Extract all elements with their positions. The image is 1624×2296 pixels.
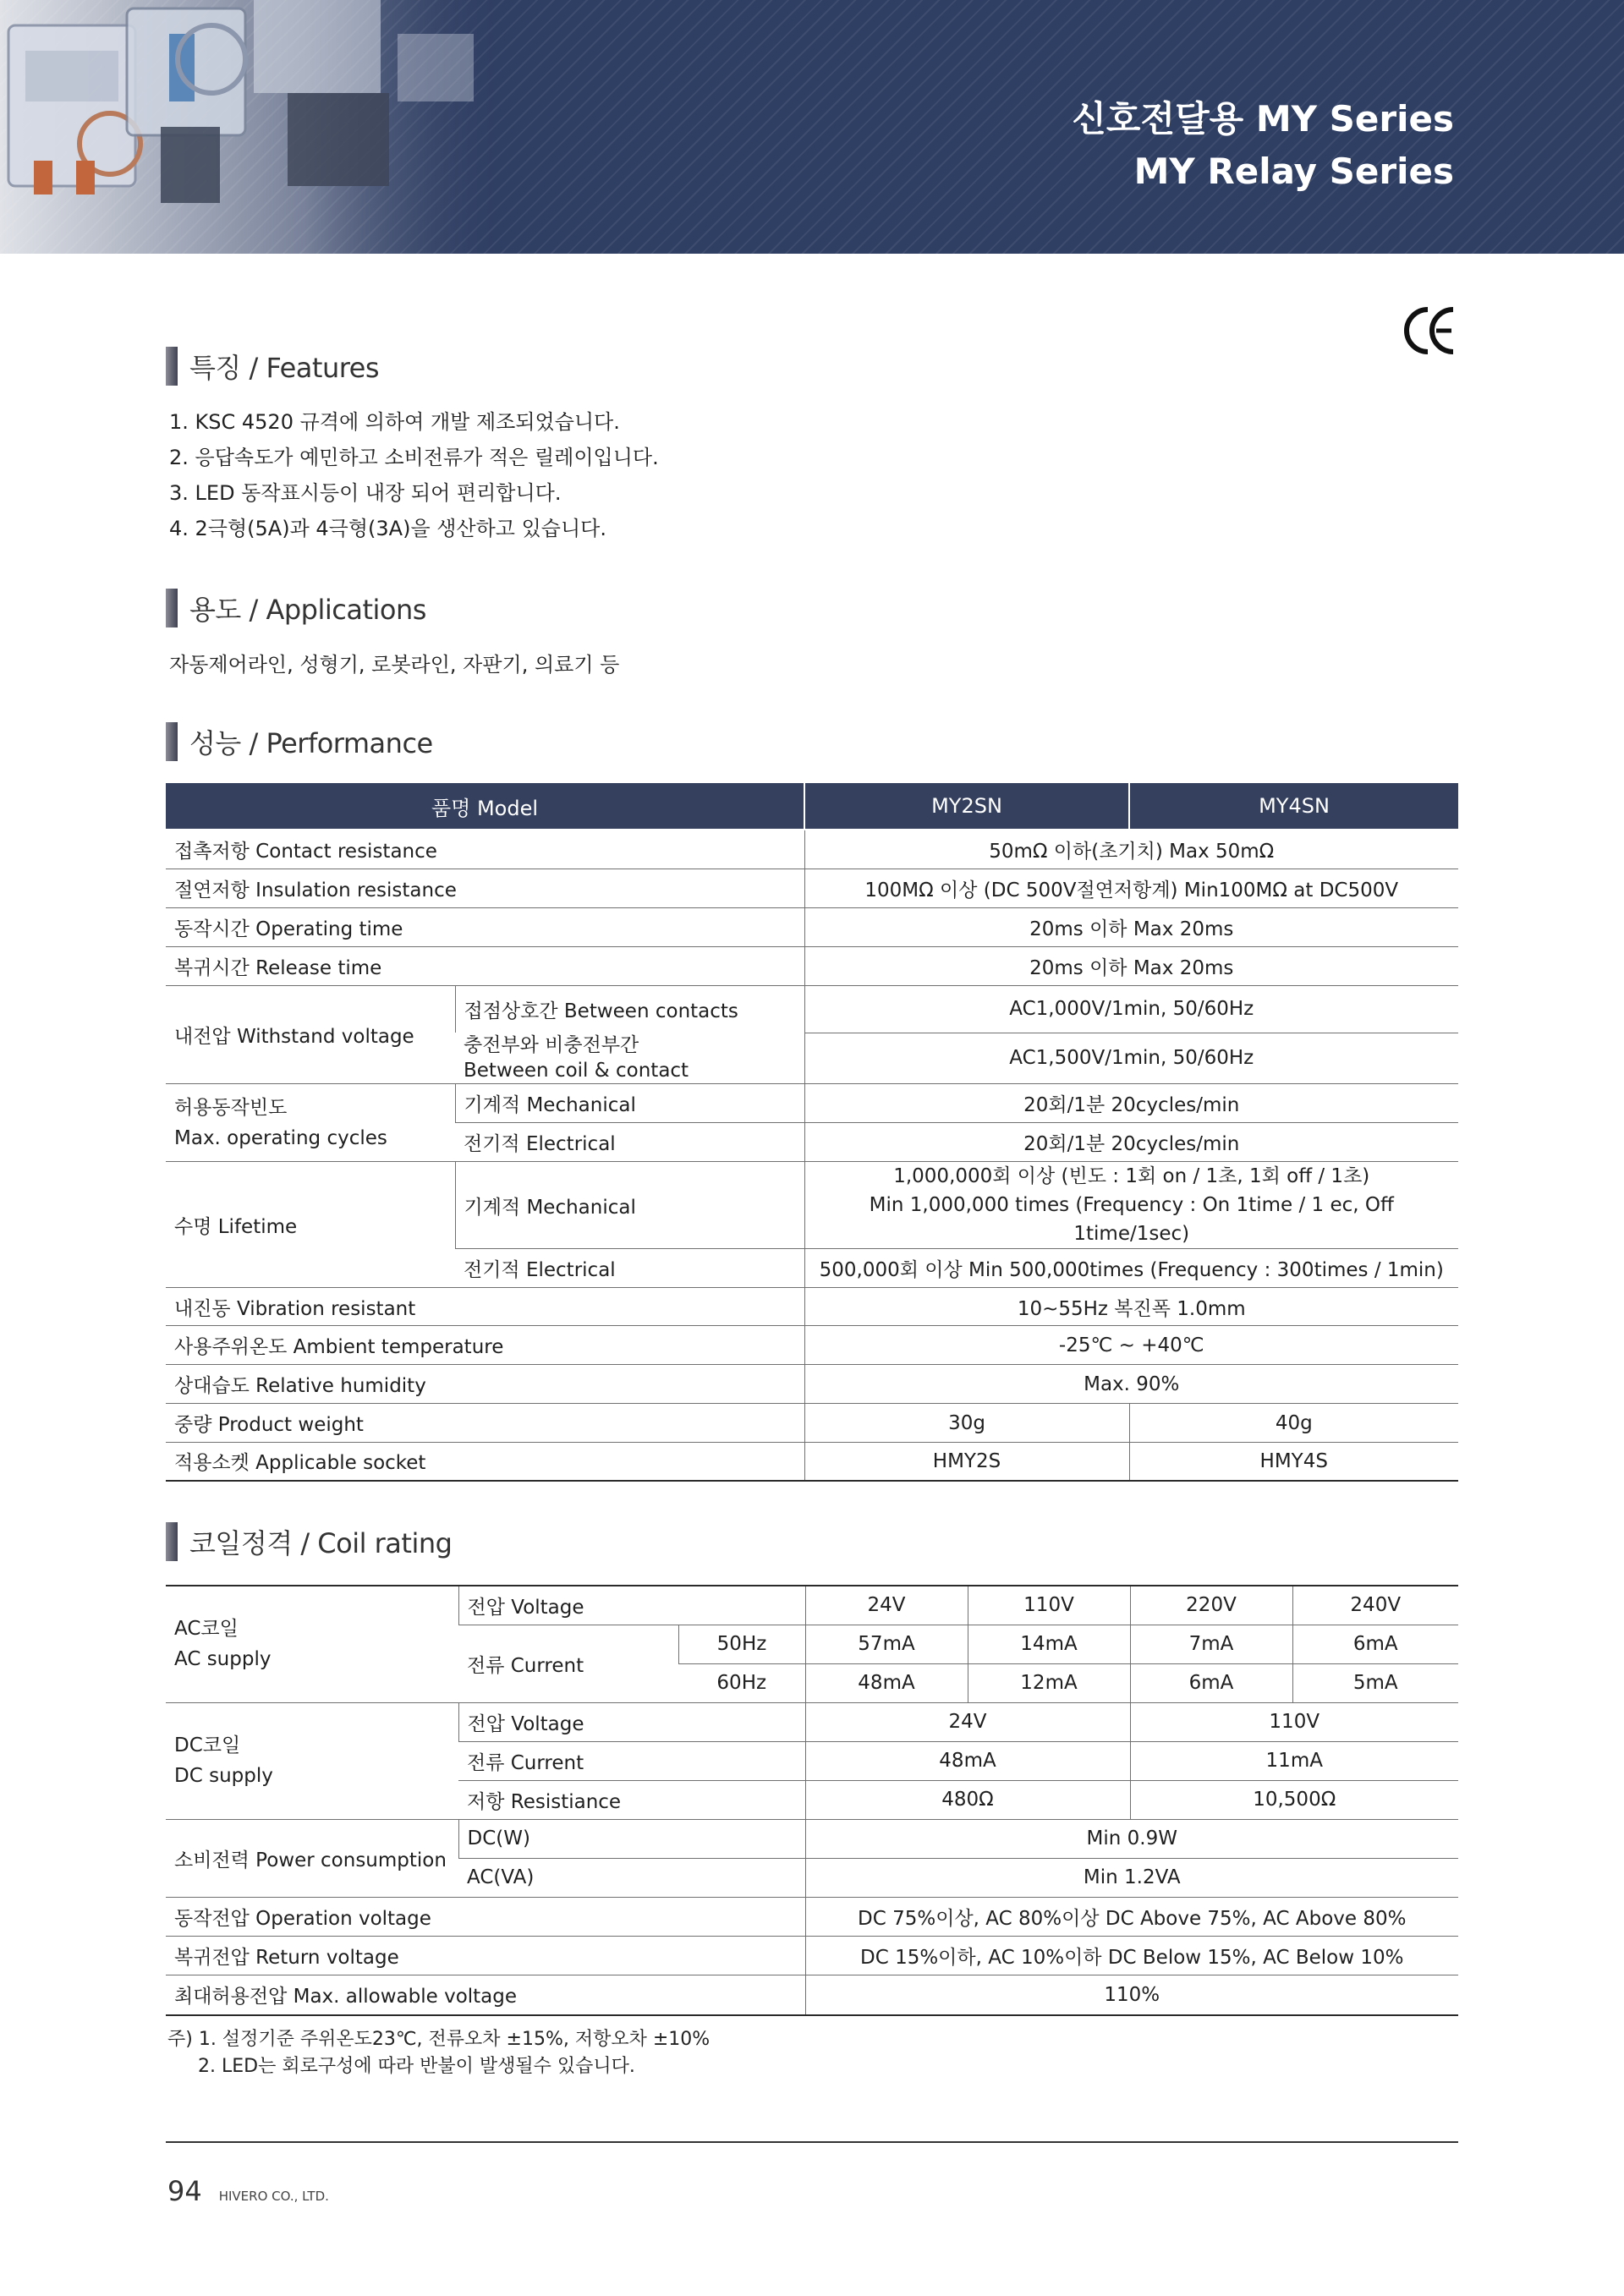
lifetime-mechanical-value <box>804 1162 1458 1249</box>
operation-voltage-label: 동작전압 Operation voltage <box>166 1897 805 1936</box>
ac-voltage-value: 220V <box>1130 1586 1292 1625</box>
notes <box>167 2026 710 2080</box>
coil-rating-heading <box>166 1522 452 1561</box>
operating-cycles-label <box>166 1084 455 1162</box>
socket-label: 적용소켓 Applicable socket <box>166 1443 804 1481</box>
dc-current-label: 전류 Current <box>458 1741 805 1780</box>
ambient-temperature-label: 사용주위온도 Ambient temperature <box>166 1326 804 1365</box>
vibration-value: 10~55Hz 복진폭 1.0mm <box>804 1288 1458 1326</box>
table-row <box>166 1443 1458 1481</box>
table-row <box>166 869 1458 907</box>
between-contacts-label: 접점상호간 Between contacts <box>455 985 804 1033</box>
table-row <box>166 1084 1458 1123</box>
ac-current-50hz-value: 14mA <box>968 1625 1130 1663</box>
insulation-resistance-value: 100MΩ 이상 (DC 500V절연저항계) Min100MΩ at DC500V <box>804 869 1458 907</box>
contact-resistance-label: 접촉저항 Contact resistance <box>166 830 804 869</box>
table-row <box>166 1365 1458 1404</box>
ac-voltage-value: 110V <box>968 1586 1130 1625</box>
max-voltage-label: 최대허용전압 Max. allowable voltage <box>166 1975 805 2015</box>
table-row <box>166 1326 1458 1365</box>
ac-supply-label <box>166 1586 458 1702</box>
between-contacts-value: AC1,000V/1min, 50/60Hz <box>804 985 1458 1033</box>
feature-item: 4. 2극형(5A)과 4극형(3A)을 생산하고 있습니다. <box>169 517 606 540</box>
between-coil-contact-value: AC1,500V/1min, 50/60Hz <box>804 1033 1458 1084</box>
power-dc-label: DC(W) <box>458 1819 805 1858</box>
features-list <box>169 404 659 546</box>
features-heading <box>166 347 379 386</box>
dc-current-value: 11mA <box>1130 1741 1458 1780</box>
applications-text: 자동제어라인, 성형기, 로봇라인, 자판기, 의료기 등 <box>169 653 620 677</box>
ce-mark-icon <box>1404 304 1457 357</box>
operating-time-label: 동작시간 Operating time <box>166 907 804 946</box>
table-row <box>166 1897 1458 1936</box>
section-bar-icon <box>166 722 178 761</box>
table-row <box>166 830 1458 869</box>
ambient-temperature-value: -25℃ ~ +40℃ <box>804 1326 1458 1365</box>
header-title <box>1072 93 1454 198</box>
between-coil-contact-ko: 충전부와 비충전부간 <box>464 1034 639 1056</box>
header-title-en: MY Relay Series <box>1133 151 1454 192</box>
table-row <box>166 907 1458 946</box>
company-name: HIVERO CO., LTD. <box>218 2189 329 2204</box>
operating-cycles-label-ko: 허용동작빈도 <box>174 1096 288 1119</box>
cycles-mechanical-label: 기계적 Mechanical <box>455 1084 804 1123</box>
dc-current-value: 48mA <box>805 1741 1130 1780</box>
note-line-2: 2. LED는 회로구성에 따라 반불이 발생될수 있습니다. <box>198 2056 635 2077</box>
power-ac-label: AC(VA) <box>458 1858 805 1897</box>
ac-current-60hz-value: 48mA <box>805 1663 968 1702</box>
vibration-label: 내진동 Vibration resistant <box>166 1288 804 1326</box>
table-row <box>166 1586 1458 1625</box>
dc-supply-label <box>166 1702 458 1819</box>
socket-my2sn: HMY2S <box>804 1443 1129 1481</box>
table-row <box>166 1936 1458 1975</box>
dc-resistance-value: 10,500Ω <box>1130 1780 1458 1819</box>
insulation-resistance-label: 절연저항 Insulation resistance <box>166 869 804 907</box>
withstand-voltage-label: 내전압 Withstand voltage <box>166 985 455 1084</box>
ac-50hz-label: 50Hz <box>678 1625 805 1663</box>
lifetime-electrical-label: 전기적 Electrical <box>455 1249 804 1288</box>
ac-current-50hz-value: 6mA <box>1292 1625 1458 1663</box>
table-row <box>166 1975 1458 2015</box>
section-bar-icon <box>166 589 178 627</box>
ac-current-60hz-value: 5mA <box>1292 1663 1458 1702</box>
table-row <box>166 946 1458 985</box>
header-title-ko: 신호전달용 MY Series <box>1072 98 1454 140</box>
socket-my4sn: HMY4S <box>1129 1443 1458 1481</box>
dc-voltage-label: 전압 Voltage <box>458 1702 805 1741</box>
humidity-label: 상대습도 Relative humidity <box>166 1365 804 1404</box>
section-bar-icon <box>166 347 178 386</box>
dc-supply-label-en: DC supply <box>174 1765 273 1787</box>
table-row <box>166 1162 1458 1249</box>
dc-resistance-label: 저항 Resistiance <box>458 1780 805 1819</box>
ac-current-60hz-value: 6mA <box>1130 1663 1292 1702</box>
feature-item: 3. LED 동작표시등이 내장 되어 편리합니다. <box>169 481 562 505</box>
table-row <box>166 1404 1458 1443</box>
table-row <box>166 985 1458 1033</box>
return-voltage-label: 복귀전압 Return voltage <box>166 1936 805 1975</box>
dc-supply-label-ko: DC코일 <box>174 1734 241 1756</box>
performance-heading <box>166 722 433 761</box>
ac-current-label: 전류 Current <box>458 1625 678 1702</box>
footer-divider <box>166 2141 1458 2143</box>
dc-voltage-value: 24V <box>805 1702 1130 1741</box>
ac-current-50hz-value: 57mA <box>805 1625 968 1663</box>
lifetime-label: 수명 Lifetime <box>166 1162 455 1288</box>
lifetime-electrical-value: 500,000회 이상 Min 500,000times (Frequency : 300times / 1min) <box>804 1249 1458 1288</box>
header-banner <box>0 0 1624 254</box>
features-heading-text: 특징 / Features <box>189 352 380 384</box>
applications-heading-text: 용도 / Applications <box>189 594 426 626</box>
relay-product-photo <box>0 0 508 254</box>
ac-supply-label-en: AC supply <box>174 1648 272 1671</box>
lifetime-mechanical-value-en: Min 1,000,000 times (Frequency : On 1time / 1 ec, Off 1time/1sec) <box>869 1194 1394 1245</box>
operating-time-value: 20ms 이하 Max 20ms <box>804 907 1458 946</box>
operation-voltage-value: DC 75%이상, AC 80%이상 DC Above 75%, AC Above 80% <box>805 1897 1458 1936</box>
max-voltage-value: 110% <box>805 1975 1458 2015</box>
ac-voltage-label: 전압 Voltage <box>458 1586 805 1625</box>
ac-current-60hz-value: 12mA <box>968 1663 1130 1702</box>
contact-resistance-value: 50mΩ 이하(초기치) Max 50mΩ <box>804 830 1458 869</box>
table-row <box>166 1819 1458 1858</box>
ac-voltage-value: 24V <box>805 1586 968 1625</box>
release-time-value: 20ms 이하 Max 20ms <box>804 946 1458 985</box>
between-coil-contact-en: Between coil & contact <box>464 1060 689 1082</box>
my2sn-header: MY2SN <box>804 783 1129 830</box>
table-row <box>166 1702 1458 1741</box>
return-voltage-value: DC 15%이하, AC 10%이하 DC Below 15%, AC Below 10% <box>805 1936 1458 1975</box>
ac-current-50hz-value: 7mA <box>1130 1625 1292 1663</box>
coil-rating-heading-text: 코일정격 / Coil rating <box>189 1527 453 1559</box>
cycles-electrical-value: 20회/1분 20cycles/min <box>804 1123 1458 1162</box>
power-dc-value: Min 0.9W <box>805 1819 1458 1858</box>
power-consumption-label: 소비전력 Power consumption <box>166 1819 458 1897</box>
lifetime-mechanical-label: 기계적 Mechanical <box>455 1162 804 1249</box>
cycles-mechanical-value: 20회/1분 20cycles/min <box>804 1084 1458 1123</box>
performance-heading-text: 성능 / Performance <box>189 727 433 759</box>
feature-item: 1. KSC 4520 규격에 의하여 개발 제조되었습니다. <box>169 410 620 434</box>
note-line-1: 주) 1. 설정기준 주위온도23℃, 전류오차 ±15%, 저항오차 ±10% <box>167 2029 710 2050</box>
operating-cycles-label-en: Max. operating cycles <box>174 1126 387 1149</box>
feature-item: 2. 응답속도가 예민하고 소비전류가 적은 릴레이입니다. <box>169 446 659 469</box>
weight-my4sn: 40g <box>1129 1404 1458 1443</box>
applications-heading <box>166 589 426 627</box>
my4sn-header: MY4SN <box>1129 783 1458 830</box>
dc-voltage-value: 110V <box>1130 1702 1458 1741</box>
table-header-row <box>166 783 1458 830</box>
dc-resistance-value: 480Ω <box>805 1780 1130 1819</box>
model-header: 품명 Model <box>166 783 804 830</box>
footer <box>167 2175 329 2207</box>
release-time-label: 복귀시간 Release time <box>166 946 804 985</box>
cycles-electrical-label: 전기적 Electrical <box>455 1123 804 1162</box>
performance-table <box>166 783 1458 1482</box>
humidity-value: Max. 90% <box>804 1365 1458 1404</box>
page-number: 94 <box>167 2175 202 2207</box>
ac-supply-label-ko: AC코일 <box>174 1618 239 1641</box>
table-row <box>166 1288 1458 1326</box>
coil-rating-table <box>166 1585 1458 2016</box>
between-coil-contact-label <box>455 1033 804 1084</box>
power-ac-value: Min 1.2VA <box>805 1858 1458 1897</box>
weight-label: 중량 Product weight <box>166 1404 804 1443</box>
ac-60hz-label: 60Hz <box>678 1663 805 1702</box>
section-bar-icon <box>166 1522 178 1561</box>
lifetime-mechanical-value-ko: 1,000,000회 이상 (빈도 : 1회 on / 1초, 1회 off / 1초) <box>893 1165 1370 1187</box>
weight-my2sn: 30g <box>804 1404 1129 1443</box>
ac-voltage-value: 240V <box>1292 1586 1458 1625</box>
